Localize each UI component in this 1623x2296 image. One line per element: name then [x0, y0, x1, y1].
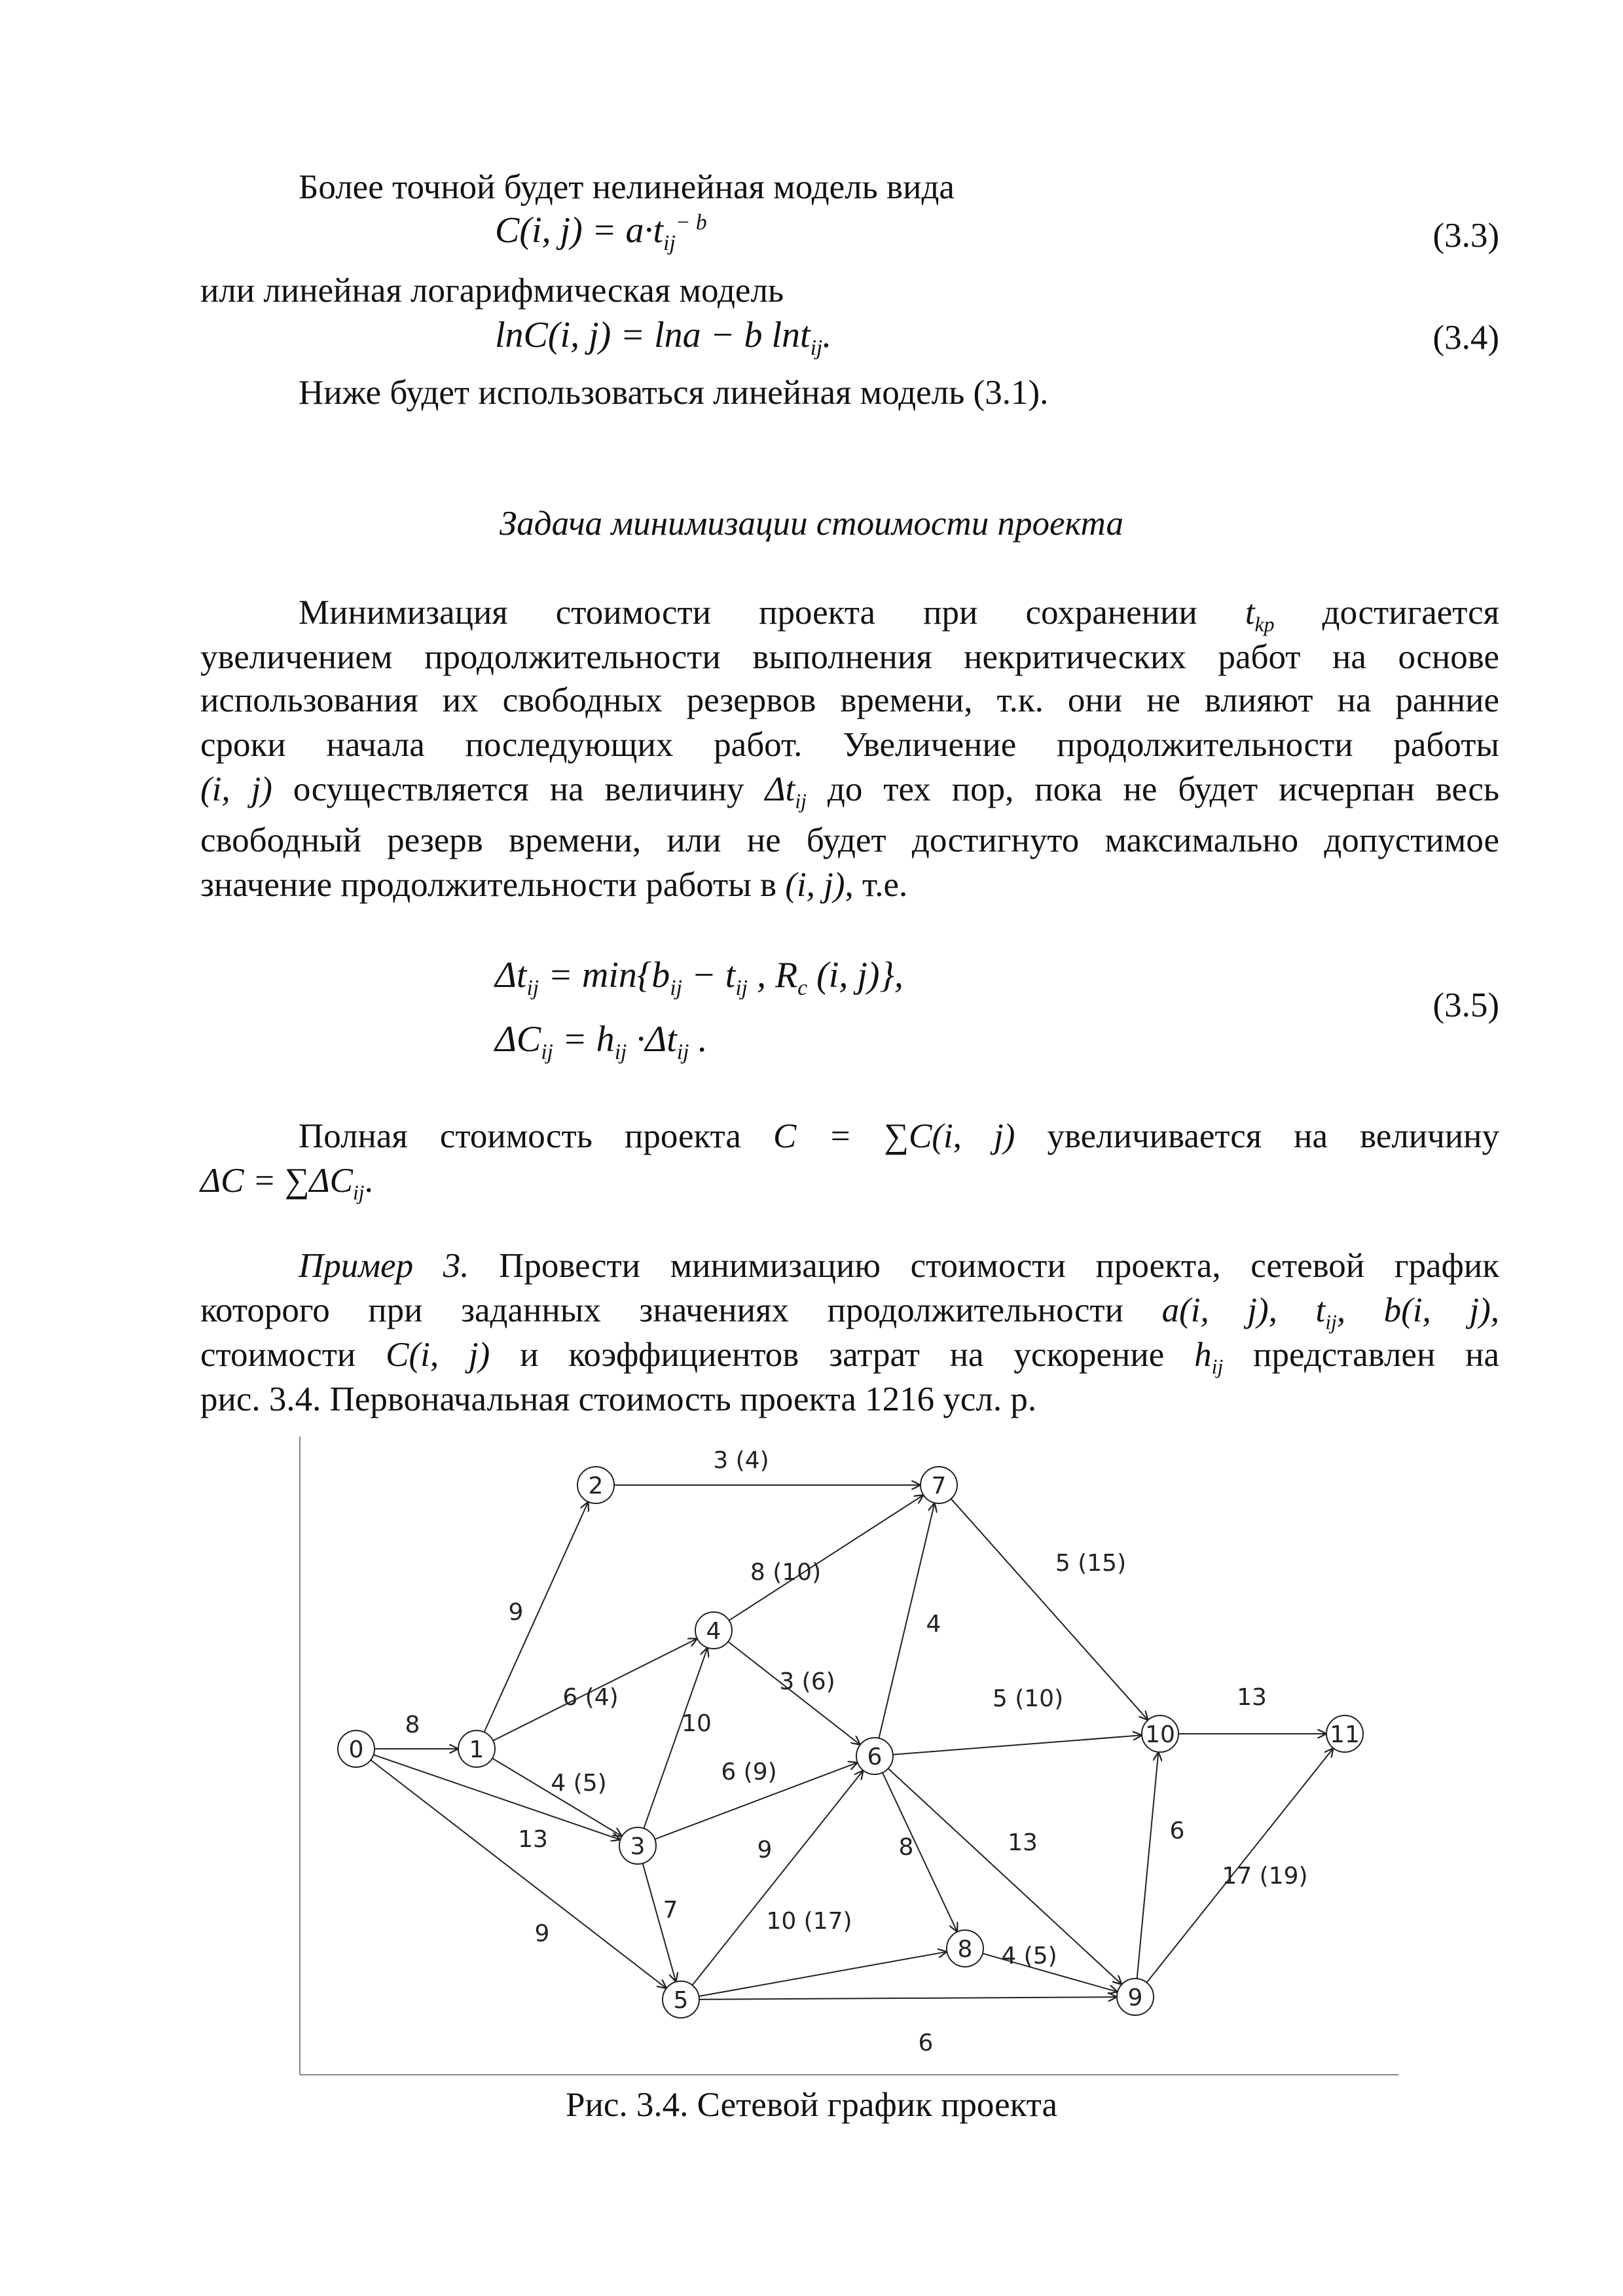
text: увеличивается на величину: [1047, 1117, 1500, 1155]
node-label-11: 11: [1330, 1721, 1360, 1748]
text-line: Более точной будет нелинейная модель вида: [299, 168, 955, 206]
section-heading: Задача минимизации стоимости проекта: [500, 505, 1123, 543]
node-label-3: 3: [630, 1833, 646, 1860]
text-line: или линейная логарифмическая модель: [200, 272, 784, 310]
eq-sub: ij: [541, 1040, 553, 1065]
math-sub: ij: [1325, 1310, 1337, 1334]
text: достигается: [1322, 594, 1500, 632]
edge-label-5-6: 9: [757, 1837, 773, 1863]
edge-label-3-6: 6 (9): [721, 1759, 777, 1785]
text: представлен на: [1253, 1336, 1500, 1374]
edge-label-0-1: 8: [405, 1712, 420, 1738]
node-label-10: 10: [1145, 1721, 1175, 1748]
math-sub: ij: [1211, 1355, 1224, 1378]
text: Минимизация стоимости проекта при сохранении: [299, 594, 1197, 632]
eq-sub: ij: [735, 976, 748, 1001]
eq-text: − t: [682, 955, 736, 996]
edge-6-8: [883, 1772, 957, 1931]
text-line: [299, 1114, 1499, 1158]
text-line: [200, 767, 1499, 824]
edge-3-4: [644, 1647, 707, 1828]
text-line: [200, 1158, 373, 1215]
eq-sub: ij: [810, 336, 823, 361]
node-label-4: 4: [706, 1618, 721, 1645]
equation-3-5a: [495, 954, 903, 1001]
edge-label-4-7: 8 (10): [750, 1559, 822, 1586]
text-line: [299, 1244, 1499, 1288]
equation-number: (3.5): [1432, 986, 1499, 1024]
edge-label-3-5: 7: [663, 1897, 678, 1924]
edge-label-6-8: 8: [898, 1834, 914, 1861]
math: [1194, 1336, 1224, 1378]
math-sub: kp: [1254, 613, 1275, 636]
math: [1161, 1291, 1499, 1334]
text-line: свободный резерв времени, или не будет достигнуто максимально допустимое: [200, 821, 1499, 859]
text: значение продолжительности работы в: [200, 866, 777, 904]
node-label-9: 9: [1127, 1984, 1143, 2011]
edge-6-10: [893, 1735, 1142, 1755]
eq-text: ΔC: [495, 1019, 541, 1060]
text: , т.е.: [845, 866, 908, 904]
edge-label-6-7: 4: [926, 1611, 941, 1638]
network-diagram: [299, 1437, 1398, 2081]
edges: [371, 1447, 1333, 2056]
equation-3-3: [495, 209, 707, 256]
math: [200, 1162, 365, 1204]
edge-label-8-9: 4 (5): [1001, 1943, 1057, 1969]
edge-label-1-4: 6 (4): [562, 1684, 619, 1711]
eq-sub: ij: [526, 976, 539, 1001]
math: [1245, 594, 1275, 636]
text-line: увеличением продолжительности выполнения некритических работ на основе: [200, 638, 1499, 676]
equation-3-5b: [495, 1018, 707, 1065]
node-label-1: 1: [469, 1736, 484, 1763]
eq-text: .: [689, 1019, 708, 1060]
eq-text: Δt: [495, 955, 527, 996]
edge-label-9-11: 17 (19): [1222, 1863, 1308, 1890]
eq-text: C(i, j) = a·t: [495, 210, 664, 251]
math-text: t: [1245, 594, 1255, 632]
eq-sub: ij: [670, 976, 682, 1001]
edge-label-7-10: 5 (15): [1055, 1550, 1127, 1577]
edge-label-1-3: 4 (5): [551, 1770, 607, 1797]
eq-text: = min{b: [539, 955, 670, 996]
math: [765, 770, 807, 813]
node-label-8: 8: [957, 1936, 973, 1963]
math-text: , b(i, j),: [1336, 1291, 1499, 1329]
eq-text: , R: [748, 955, 798, 996]
edge-label-4-6: 3 (6): [779, 1668, 835, 1695]
eq-sup: − b: [675, 210, 707, 235]
text-line: [200, 863, 1499, 907]
eq-text: .: [822, 315, 832, 355]
math: (i, j): [785, 866, 845, 904]
equation-number: (3.3): [1432, 217, 1499, 255]
edge-0-5: [371, 1760, 666, 1988]
eq-text: = h: [553, 1019, 615, 1060]
math: C = ∑C(i, j): [773, 1117, 1015, 1155]
math-text: h: [1194, 1336, 1212, 1374]
math-sub: ij: [795, 789, 807, 813]
text: стоимости: [200, 1336, 356, 1374]
text: и коэффициентов затрат на ускорение: [520, 1336, 1165, 1374]
math-text: a(i, j), t: [1161, 1291, 1326, 1329]
equation-number: (3.4): [1432, 319, 1499, 357]
text-line: сроки начала последующих работ. Увеличение продолжительности работы: [200, 726, 1499, 764]
eq-text: lnC(i, j) = lna − b lnt: [495, 315, 811, 355]
math-text: Δt: [765, 770, 795, 808]
node-label-0: 0: [348, 1736, 364, 1763]
text: .: [364, 1162, 373, 1200]
text-line: использования их свободных резервов времени, т.к. они не влияют на ранние: [200, 681, 1499, 719]
edge-label-0-3: 13: [518, 1826, 548, 1853]
figure-caption: Рис. 3.4. Сетевой график проекта: [566, 2086, 1057, 2124]
eq-sub: ij: [663, 231, 676, 256]
edge-label-3-4: 10: [682, 1710, 712, 1737]
math-sub: ij: [352, 1181, 365, 1204]
math: (i, j): [200, 770, 272, 808]
node-label-5: 5: [673, 1987, 689, 2014]
eq-text: ·Δt: [627, 1019, 677, 1060]
text: Полная стоимость проекта: [299, 1117, 741, 1155]
edge-0-3: [373, 1755, 620, 1840]
edge-label-6-10: 5 (10): [992, 1685, 1064, 1712]
edge-4-7: [729, 1495, 924, 1621]
example-label: Пример 3.: [299, 1247, 469, 1285]
eq-text: (i, j)},: [807, 955, 903, 996]
node-label-6: 6: [867, 1744, 883, 1770]
edge-5-8: [699, 1952, 947, 1996]
equation-3-4: [495, 314, 831, 361]
math: C(i, j): [386, 1336, 490, 1374]
eq-sub: c: [797, 976, 808, 1001]
text: осуществляется на величину: [293, 770, 744, 808]
text: до тех пор, пока не будет исчерпан весь: [827, 770, 1500, 808]
edge-label-9-10: 6: [1169, 1818, 1185, 1844]
edge-5-9: [699, 1997, 1117, 2000]
text-line: рис. 3.4. Первоначальная стоимость проекта 1216 усл. р.: [200, 1380, 1037, 1418]
text: Провести минимизацию стоимости проекта, сетевой график: [499, 1247, 1499, 1285]
eq-sub: ij: [614, 1040, 627, 1065]
edge-label-5-8: 10 (17): [766, 1908, 852, 1935]
edge-label-5-9: 6: [918, 2030, 934, 2056]
nodes: [338, 1467, 1363, 2018]
edge-label-10-11: 13: [1237, 1684, 1267, 1711]
text-line: Ниже будет использоваться линейная модель (3.1).: [299, 374, 1049, 412]
edge-label-1-2: 9: [508, 1599, 524, 1626]
edge-5-6: [692, 1770, 863, 1985]
edge-label-6-9: 13: [1008, 1829, 1038, 1856]
text: которого при заданных значениях продолжительности: [200, 1291, 1124, 1329]
edge-9-10: [1137, 1752, 1159, 1979]
edge-label-0-5: 9: [534, 1920, 550, 1947]
node-label-2: 2: [588, 1473, 604, 1499]
eq-sub: ij: [676, 1040, 689, 1065]
edge-label-2-7: 3 (4): [713, 1447, 769, 1474]
node-label-7: 7: [931, 1473, 947, 1499]
math-text: ΔC = ∑ΔC: [200, 1162, 353, 1200]
